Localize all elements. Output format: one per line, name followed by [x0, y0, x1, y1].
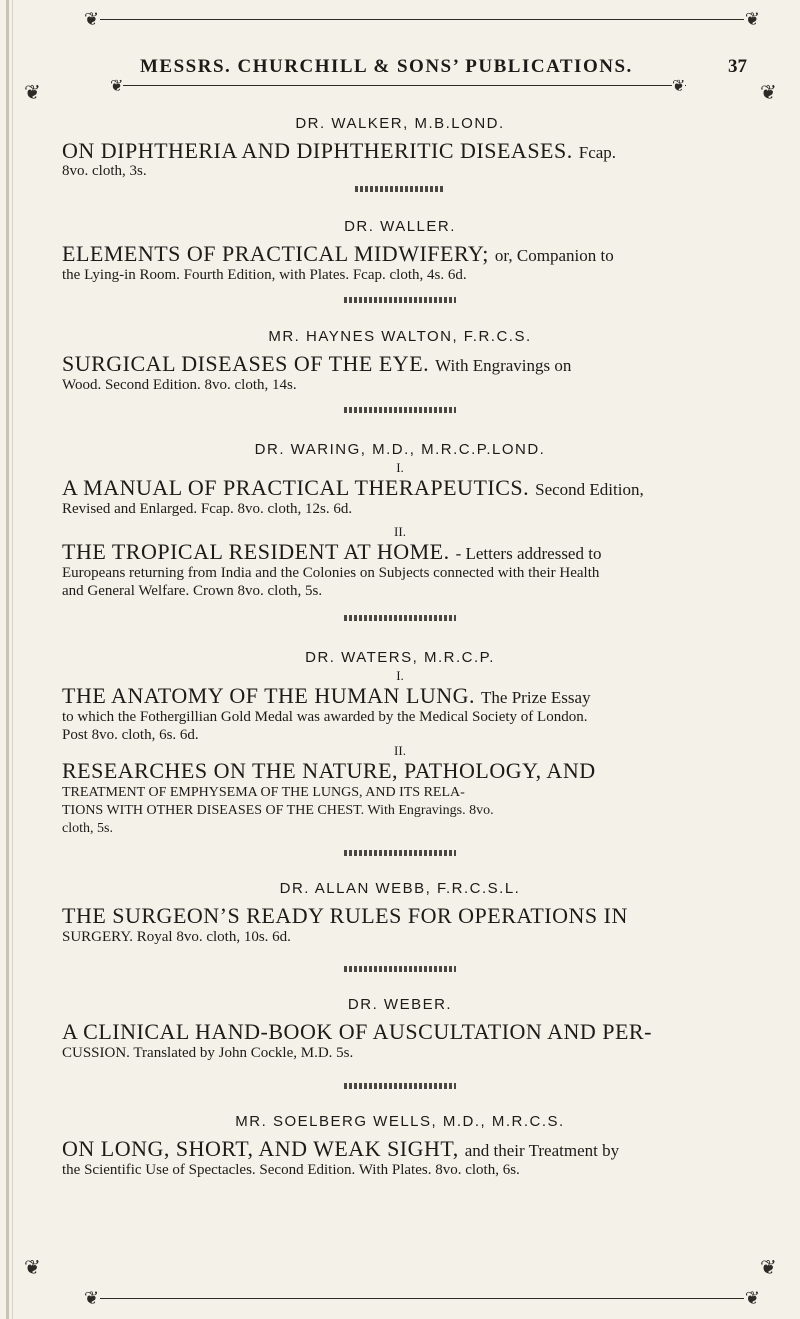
author-heading: MR. SOELBERG WELLS, M.D., M.R.C.S.: [235, 1113, 565, 1130]
description-line: cloth, 5s.: [62, 821, 113, 836]
author-heading: DR. WEBER.: [347, 996, 453, 1013]
entry-separator: [355, 186, 445, 192]
side-ornament-icon: ❦: [24, 1257, 41, 1279]
description-line: Europeans returning from India and the Colonies on Subjects connected with their Health: [62, 565, 600, 581]
book-description: [62, 564, 762, 600]
description-line: Wood. Second Edition. 8vo. cloth, 14s.: [62, 377, 297, 393]
book-description: [62, 784, 762, 838]
top-ornament-border: [84, 8, 760, 30]
header-rule: [116, 85, 686, 86]
book-title-main: ELEMENTS OF PRACTICAL MIDWIFERY;: [62, 241, 489, 266]
corner-ornament-icon: ❦: [744, 9, 760, 29]
description-line: Revised and Enlarged. Fcap. 8vo. cloth, 12s. 6d.: [62, 501, 353, 517]
page-number: 37: [728, 56, 747, 77]
entry-separator: [344, 1083, 456, 1089]
author-heading: DR. WATERS, M.R.C.P.: [305, 649, 495, 666]
book-title-main: THE SURGEON’S READY RULES FOR OPERATIONS IN: [62, 903, 628, 928]
author-heading: MR. HAYNES WALTON, F.R.C.S.: [268, 328, 532, 345]
author-heading: DR. WALKER, M.B.LOND.: [295, 115, 505, 132]
description-line: TREATMENT OF EMPHYSEMA OF THE LUNGS, AND ITS RELA-: [62, 785, 465, 800]
book-title-main: RESEARCHES ON THE NATURE, PATHOLOGY, AND: [62, 758, 596, 783]
book-description: [62, 376, 762, 394]
book-title: [62, 1019, 762, 1045]
side-ornament-icon: ❦: [760, 82, 777, 104]
author-heading: DR. WALLER.: [344, 218, 456, 235]
entry-separator: [344, 407, 456, 413]
bottom-border-rule: [100, 1298, 744, 1299]
bottom-ornament-border: [84, 1287, 760, 1309]
book-title-rest: and their Treatment by: [464, 1141, 620, 1160]
book-title-rest: The Prize Essay: [481, 688, 591, 707]
description-line: SURGERY. Royal 8vo. cloth, 10s. 6d.: [62, 929, 291, 945]
item-numeral: II.: [394, 743, 406, 758]
book-title: [62, 1136, 762, 1162]
book-title-main: A MANUAL OF PRACTICAL THERAPEUTICS.: [62, 475, 530, 500]
book-title-rest: Fcap.: [578, 143, 617, 162]
description-line: and General Welfare. Crown 8vo. cloth, 5s.: [62, 583, 323, 599]
description-line: 8vo. cloth, 3s.: [62, 163, 147, 179]
entry-separator: [344, 615, 456, 621]
corner-ornament-icon: ❦: [84, 1288, 100, 1308]
book-title-rest: Second Edition,: [535, 480, 644, 499]
book-title-main: ON LONG, SHORT, AND WEAK SIGHT,: [62, 1136, 459, 1161]
rule-ornament-icon: ❦: [672, 78, 686, 95]
description-line: Post 8vo. cloth, 6s. 6d.: [62, 727, 199, 743]
book-title-rest: - Letters addressed to: [455, 544, 602, 563]
book-title-main: THE TROPICAL RESIDENT AT HOME.: [62, 539, 450, 564]
book-description: [62, 708, 762, 744]
corner-ornament-icon: ❦: [84, 9, 100, 29]
running-head: MESSRS. CHURCHILL & SONS’ PUBLICATIONS.: [140, 56, 633, 77]
item-numeral: I.: [396, 668, 404, 683]
book-description: [62, 1161, 762, 1179]
book-title-main: ON DIPHTHERIA AND DIPHTHERITIC DISEASES.: [62, 138, 573, 163]
description-line: CUSSION. Translated by John Cockle, M.D. 5s.: [62, 1045, 354, 1061]
description-line: the Lying-in Room. Fourth Edition, with Plates. Fcap. cloth, 4s. 6d.: [62, 267, 467, 283]
book-title-main: THE ANATOMY OF THE HUMAN LUNG.: [62, 683, 476, 708]
book-title: [62, 683, 762, 709]
book-title-rest: With Engravings on: [435, 356, 572, 375]
book-title-rest: or, Companion to: [494, 246, 614, 265]
book-title: [62, 351, 762, 377]
book-description: [62, 266, 762, 284]
entry-separator: [344, 297, 456, 303]
book-title-main: A CLINICAL HAND-BOOK OF AUSCULTATION AND PER-: [62, 1019, 652, 1044]
rule-ornament-icon: ❦: [110, 78, 124, 95]
entry-separator: [344, 966, 456, 972]
entry-separator: [344, 850, 456, 856]
description-line: TIONS WITH OTHER DISEASES OF THE CHEST. With Engravings. 8vo.: [62, 803, 494, 818]
book-title: [62, 903, 762, 929]
book-title: [62, 475, 762, 501]
item-numeral: II.: [394, 524, 406, 539]
corner-ornament-icon: ❦: [744, 1288, 760, 1308]
side-ornament-icon: ❦: [24, 82, 41, 104]
book-description: [62, 1044, 762, 1062]
book-title: [62, 539, 762, 565]
description-line: to which the Fothergillian Gold Medal was awarded by the Medical Society of London.: [62, 709, 588, 725]
author-heading: DR. WARING, M.D., M.R.C.P.LOND.: [254, 441, 546, 458]
book-description: [62, 928, 762, 946]
book-title: [62, 138, 762, 164]
book-description: [62, 500, 762, 518]
book-description: [62, 162, 762, 180]
top-border-rule: [100, 19, 744, 20]
book-title: [62, 241, 762, 267]
author-heading: DR. ALLAN WEBB, F.R.C.S.L.: [279, 880, 521, 897]
item-numeral: I.: [396, 460, 404, 475]
description-line: the Scientific Use of Spectacles. Second Edition. With Plates. 8vo. cloth, 6s.: [62, 1162, 520, 1178]
book-title: [62, 758, 762, 784]
book-title-main: SURGICAL DISEASES OF THE EYE.: [62, 351, 430, 376]
side-ornament-icon: ❦: [760, 1257, 777, 1279]
